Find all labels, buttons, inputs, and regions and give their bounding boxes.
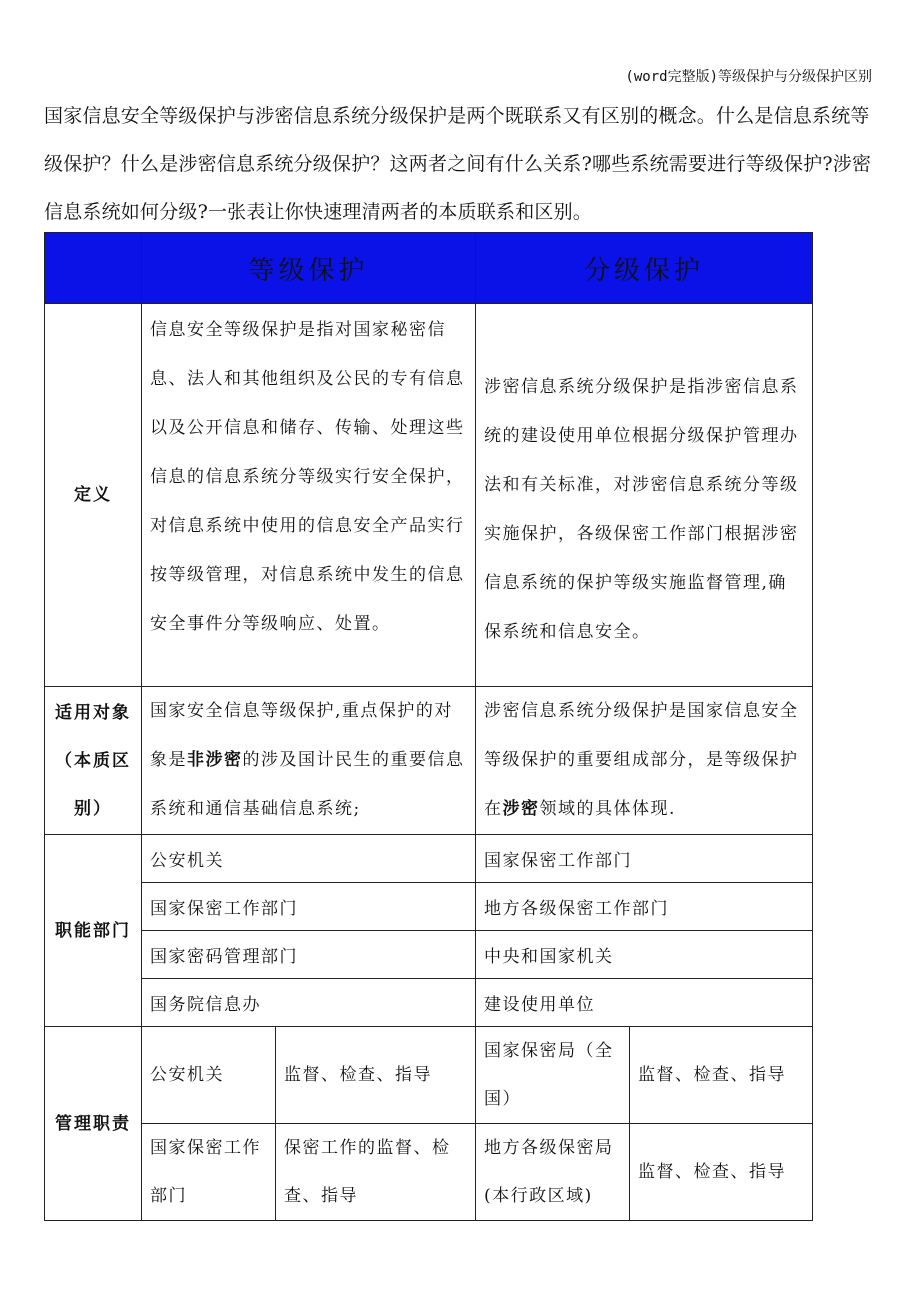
header-grade-protection: 等级保护: [142, 233, 476, 304]
department-grade-cell: 国务院信息办: [142, 979, 476, 1027]
department-grade-cell: 国家密码管理部门: [142, 931, 476, 979]
definition-class-cell: 涉密信息系统分级保护是指涉密信息系统的建设使用单位根据分级保护管理办法和有关标准，对涉密信息系统分等级实施保护，各级保密工作部门根据涉密信息系统的保护等级实施监督管理,确保系统和信息安全。: [476, 304, 813, 687]
department-row: [45, 835, 813, 883]
definition-label: 定义: [45, 304, 142, 687]
department-class-cell: 国家保密工作部门: [476, 835, 813, 883]
scope-label: [45, 687, 142, 835]
department-label: 职能部门: [45, 835, 142, 1027]
department-row: [45, 931, 813, 979]
duty-class-org: 地方各级保密局(本行政区域): [476, 1124, 630, 1221]
duty-grade-duty: 监督、检查、指导: [276, 1027, 476, 1124]
department-class-cell: 中央和国家机关: [476, 931, 813, 979]
duty-grade-duty: 保密工作的监督、检查、指导: [276, 1124, 476, 1221]
duty-label: 管理职责: [45, 1027, 142, 1221]
department-class-cell: 建设使用单位: [476, 979, 813, 1027]
scope-label-line3: 别）: [74, 798, 112, 819]
scope-class-cell: [476, 687, 813, 835]
definition-row: [45, 304, 813, 687]
department-row: [45, 979, 813, 1027]
definition-grade-cell: 信息安全等级保护是指对国家秘密信息、法人和其他组织及公民的专有信息以及公开信息和储存、传输、处理这些信息的信息系统分等级实行安全保护，对信息系统中使用的信息安全产品实行按等级管理，对信息系统中发生的信息安全事件分等级响应、处置。: [142, 304, 476, 687]
scope-label-line1: 适用对象: [55, 702, 131, 723]
table-header-row: [45, 233, 813, 304]
department-row: [45, 883, 813, 931]
intro-paragraph: 国家信息安全等级保护与涉密信息系统分级保护是两个既联系又有区别的概念。什么是信息系统等级保护？什么是涉密信息系统分级保护？这两者之间有什么关系?哪些系统需要进行等级保护?涉密信息系统如何分级?一张表让你快速理清两者的本质联系和区别。: [44, 105, 872, 223]
scope-row: [45, 687, 813, 835]
duty-grade-org: 国家保密工作部门: [142, 1124, 276, 1221]
comparison-table: [44, 232, 813, 1221]
scope-class-text-a: 涉密信息系统分级保护是国家信息安全等级保护的重要组成部分，是等级保护在: [484, 701, 799, 819]
scope-grade-text-c: 的涉及国计民生的重要信息系统和通信基础信息系统;: [150, 750, 465, 819]
scope-grade-cell: [142, 687, 476, 835]
scope-label-line2: （本质区: [55, 750, 131, 771]
scope-class-text-c: 领域的具体体现.: [539, 799, 676, 819]
document-header: (word完整版)等级保护与分级保护区别: [625, 69, 872, 85]
duty-row: [45, 1027, 813, 1124]
department-grade-cell: 国家保密工作部门: [142, 883, 476, 931]
department-grade-cell: 公安机关: [142, 835, 476, 883]
duty-grade-org: 公安机关: [142, 1027, 276, 1124]
header-empty-cell: [45, 233, 142, 304]
header-class-protection: 分级保护: [476, 233, 813, 304]
scope-grade-emphasis: 非涉密: [187, 750, 243, 770]
scope-class-emphasis: 涉密: [502, 799, 540, 819]
scope-grade-text-a: 国家安全信息等级保护,重点保护的对象是: [150, 701, 453, 770]
duty-class-duty: 监督、检查、指导: [630, 1124, 813, 1221]
duty-row: [45, 1124, 813, 1221]
department-class-cell: 地方各级保密工作部门: [476, 883, 813, 931]
duty-class-duty: 监督、检查、指导: [630, 1027, 813, 1124]
duty-class-org: 国家保密局（全国）: [476, 1027, 630, 1124]
